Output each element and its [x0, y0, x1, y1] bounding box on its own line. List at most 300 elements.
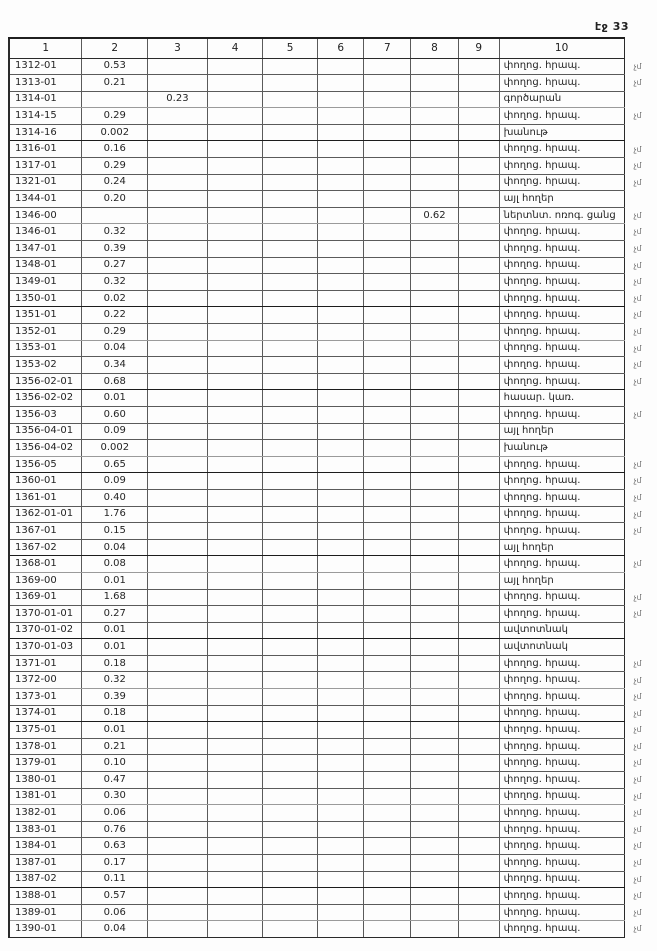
cell-col5 — [263, 124, 318, 141]
table-row — [9, 406, 656, 423]
cell-col5 — [263, 705, 318, 722]
cell-col6 — [317, 174, 364, 191]
cell-col4 — [207, 838, 263, 855]
cell-land-use: փողոց. հրապ. — [499, 772, 624, 789]
cell-col8-area — [411, 689, 459, 706]
cell-col8-area — [411, 639, 459, 656]
cell-land-use: փողոց. հրապ. — [499, 888, 624, 905]
cell-col2-area: 0.002 — [82, 124, 148, 141]
cell-col7 — [364, 241, 411, 258]
cell-col8-area — [411, 456, 459, 473]
cell-col3-area — [148, 821, 208, 838]
cell-col3-area — [148, 921, 208, 938]
cell-col8-area — [411, 141, 459, 158]
cell-col9 — [458, 191, 499, 208]
cell-col4 — [207, 91, 263, 108]
cell-col5 — [263, 738, 318, 755]
cell-col9 — [458, 655, 499, 672]
margin-mark — [624, 639, 656, 656]
cell-col6 — [317, 440, 364, 457]
cell-col7 — [364, 705, 411, 722]
cell-col9 — [458, 224, 499, 241]
cell-col7 — [364, 58, 411, 75]
cell-col7 — [364, 921, 411, 938]
cell-col4 — [207, 224, 263, 241]
cell-col2-area: 0.01 — [82, 722, 148, 739]
margin-mark: չմ — [633, 78, 642, 88]
table-row — [9, 539, 656, 556]
cell-col4 — [207, 589, 263, 606]
cell-col6 — [317, 705, 364, 722]
cell-col8-area — [411, 91, 459, 108]
cell-col6 — [317, 722, 364, 739]
table-row — [9, 357, 656, 374]
cell-col7 — [364, 91, 411, 108]
cell-col2-area: 0.32 — [82, 672, 148, 689]
cell-col2-area: 0.29 — [82, 324, 148, 341]
table-row — [9, 141, 656, 158]
cell-col3-area — [148, 440, 208, 457]
cell-land-use: փողոց. հրապ. — [499, 855, 624, 872]
cell-col2-area — [82, 207, 148, 224]
cell-parcel-code: 1381-01 — [9, 788, 82, 805]
cell-col5 — [263, 622, 318, 639]
cell-col6 — [317, 606, 364, 623]
cell-col5 — [263, 58, 318, 75]
cell-col6 — [317, 423, 364, 440]
cell-col7 — [364, 158, 411, 175]
cell-col2-area: 0.39 — [82, 241, 148, 258]
cell-col5 — [263, 241, 318, 258]
cell-col5 — [263, 689, 318, 706]
cell-col5 — [263, 489, 318, 506]
cell-land-use: փողոց. հրապ. — [499, 722, 624, 739]
cell-col5 — [263, 307, 318, 324]
cell-col2-area: 0.15 — [82, 523, 148, 540]
cell-col5 — [263, 224, 318, 241]
cell-land-use: փողոց. հրապ. — [499, 406, 624, 423]
table-row — [9, 556, 656, 573]
cell-col4 — [207, 473, 263, 490]
cell-parcel-code: 1351-01 — [9, 307, 82, 324]
cell-parcel-code: 1356-04-01 — [9, 423, 82, 440]
cell-col8-area — [411, 755, 459, 772]
table-row — [9, 755, 656, 772]
cell-col5 — [263, 373, 318, 390]
cell-col4 — [207, 423, 263, 440]
cell-parcel-code: 1367-01 — [9, 523, 82, 540]
cell-col6 — [317, 904, 364, 921]
cell-col4 — [207, 456, 263, 473]
cell-col8-area — [411, 523, 459, 540]
cell-col8-area — [411, 606, 459, 623]
cell-col6 — [317, 921, 364, 938]
margin-mark: չմ — [633, 227, 642, 237]
cell-col5 — [263, 606, 318, 623]
cell-col8-area — [411, 539, 459, 556]
cell-col8-area — [411, 158, 459, 175]
cell-col6 — [317, 58, 364, 75]
col-header-3: 3 — [148, 38, 208, 58]
margin-mark: չմ — [633, 260, 642, 270]
cell-col6 — [317, 689, 364, 706]
margin-mark: չմ — [633, 592, 642, 602]
cell-parcel-code: 1353-01 — [9, 340, 82, 357]
cell-col4 — [207, 158, 263, 175]
cell-land-use: փողոց. հրապ. — [499, 324, 624, 341]
cell-parcel-code: 1387-02 — [9, 871, 82, 888]
cell-col2-area: 0.29 — [82, 158, 148, 175]
cell-col6 — [317, 324, 364, 341]
cell-land-use: փողոց. հրապ. — [499, 224, 624, 241]
cell-col2-area: 0.18 — [82, 705, 148, 722]
cell-col6 — [317, 373, 364, 390]
cell-col4 — [207, 606, 263, 623]
cell-col5 — [263, 904, 318, 921]
margin-mark — [624, 124, 656, 141]
table-row — [9, 523, 656, 540]
col-header-8: 8 — [411, 38, 459, 58]
cell-col6 — [317, 75, 364, 92]
cell-col8-area — [411, 888, 459, 905]
cell-col8-area — [411, 489, 459, 506]
table-row — [9, 689, 656, 706]
cell-parcel-code: 1387-01 — [9, 855, 82, 872]
cell-col5 — [263, 556, 318, 573]
cell-col5 — [263, 921, 318, 938]
table-row — [9, 821, 656, 838]
margin-mark: չմ — [633, 841, 642, 851]
cell-col6 — [317, 274, 364, 291]
cell-col2-area: 0.24 — [82, 174, 148, 191]
cell-col8-area — [411, 390, 459, 407]
cell-col7 — [364, 191, 411, 208]
cell-parcel-code: 1314-16 — [9, 124, 82, 141]
margin-mark — [624, 539, 656, 556]
cell-col4 — [207, 722, 263, 739]
cell-col2-area: 1.76 — [82, 506, 148, 523]
cell-col5 — [263, 75, 318, 92]
margin-mark: չմ — [633, 924, 642, 934]
cell-land-use: փողոց. հրապ. — [499, 755, 624, 772]
cell-col7 — [364, 572, 411, 589]
cell-col2-area: 0.01 — [82, 622, 148, 639]
table-row — [9, 655, 656, 672]
cell-col7 — [364, 738, 411, 755]
cell-col7 — [364, 174, 411, 191]
cell-col7 — [364, 124, 411, 141]
cell-col3-area — [148, 274, 208, 291]
cell-col6 — [317, 307, 364, 324]
cell-col3-area — [148, 207, 208, 224]
table-row — [9, 456, 656, 473]
cell-land-use: փողոց. հրապ. — [499, 838, 624, 855]
cell-col7 — [364, 606, 411, 623]
cell-col2-area: 0.29 — [82, 108, 148, 125]
cell-col2-area: 0.27 — [82, 606, 148, 623]
cell-col6 — [317, 821, 364, 838]
cell-col2-area: 0.21 — [82, 738, 148, 755]
cell-parcel-code: 1368-01 — [9, 556, 82, 573]
cell-col2-area: 0.30 — [82, 788, 148, 805]
cell-col8-area — [411, 838, 459, 855]
cell-land-use: այլ հողեր — [499, 191, 624, 208]
cell-col8-area — [411, 738, 459, 755]
cell-col9 — [458, 124, 499, 141]
cell-parcel-code: 1312-01 — [9, 58, 82, 75]
cell-col3-area — [148, 888, 208, 905]
cell-col2-area: 0.47 — [82, 772, 148, 789]
table-body — [9, 58, 656, 937]
cell-col9 — [458, 755, 499, 772]
cell-col3-area — [148, 456, 208, 473]
cell-col2-area: 0.04 — [82, 539, 148, 556]
margin-mark: չմ — [633, 791, 642, 801]
cell-col4 — [207, 373, 263, 390]
cell-land-use: փողոց. հրապ. — [499, 174, 624, 191]
cell-col5 — [263, 805, 318, 822]
cell-col4 — [207, 755, 263, 772]
cell-col9 — [458, 307, 499, 324]
cell-col6 — [317, 556, 364, 573]
cell-land-use: փողոց. հրապ. — [499, 689, 624, 706]
table-row — [9, 921, 656, 938]
cell-col5 — [263, 423, 318, 440]
cell-col4 — [207, 191, 263, 208]
cell-land-use: փողոց. հրապ. — [499, 788, 624, 805]
cell-col3-area — [148, 738, 208, 755]
table-row — [9, 772, 656, 789]
cell-col8-area — [411, 556, 459, 573]
cell-col8-area — [411, 75, 459, 92]
cell-col7 — [364, 904, 411, 921]
margin-mark: չմ — [633, 476, 642, 486]
table-row — [9, 75, 656, 92]
cell-col5 — [263, 91, 318, 108]
cell-col9 — [458, 373, 499, 390]
cell-col8-area — [411, 373, 459, 390]
margin-mark: չմ — [633, 244, 642, 254]
cell-parcel-code: 1346-01 — [9, 224, 82, 241]
cell-col9 — [458, 423, 499, 440]
cell-col7 — [364, 373, 411, 390]
cell-col7 — [364, 307, 411, 324]
cell-col6 — [317, 572, 364, 589]
cell-parcel-code: 1389-01 — [9, 904, 82, 921]
cell-col2-area: 0.40 — [82, 489, 148, 506]
cell-col3-area — [148, 572, 208, 589]
cell-col2-area: 0.09 — [82, 423, 148, 440]
cell-col3-area — [148, 357, 208, 374]
cell-col7 — [364, 290, 411, 307]
cell-col5 — [263, 207, 318, 224]
cell-col5 — [263, 772, 318, 789]
cell-col8-area — [411, 357, 459, 374]
cell-parcel-code: 1353-02 — [9, 357, 82, 374]
cell-land-use: փողոց. հրապ. — [499, 456, 624, 473]
cell-col2-area: 0.39 — [82, 689, 148, 706]
cell-col5 — [263, 290, 318, 307]
cell-land-use: փողոց. հրապ. — [499, 556, 624, 573]
cell-land-use: փողոց. հրապ. — [499, 606, 624, 623]
cell-col6 — [317, 589, 364, 606]
cell-col5 — [263, 456, 318, 473]
cell-col6 — [317, 108, 364, 125]
cell-col4 — [207, 307, 263, 324]
cell-col7 — [364, 406, 411, 423]
cell-col9 — [458, 539, 499, 556]
cell-col6 — [317, 124, 364, 141]
cell-col7 — [364, 788, 411, 805]
cell-col8-area — [411, 921, 459, 938]
cell-col9 — [458, 58, 499, 75]
cell-col8-area — [411, 423, 459, 440]
cell-col5 — [263, 191, 318, 208]
cell-col3-area — [148, 58, 208, 75]
table-row — [9, 207, 656, 224]
table-row — [9, 58, 656, 75]
table-row — [9, 888, 656, 905]
cell-col7 — [364, 888, 411, 905]
cell-col6 — [317, 523, 364, 540]
margin-mark: չմ — [633, 891, 642, 901]
cell-col2-area: 0.08 — [82, 556, 148, 573]
margin-mark — [624, 91, 656, 108]
cell-col5 — [263, 440, 318, 457]
cell-col9 — [458, 705, 499, 722]
col-header-7: 7 — [364, 38, 411, 58]
cell-col3-area — [148, 423, 208, 440]
table-row — [9, 572, 656, 589]
cell-col4 — [207, 705, 263, 722]
cell-col3-area — [148, 191, 208, 208]
cell-col8-area — [411, 722, 459, 739]
cell-col4 — [207, 207, 263, 224]
cell-col9 — [458, 639, 499, 656]
cell-col5 — [263, 871, 318, 888]
table-row — [9, 340, 656, 357]
cell-col6 — [317, 805, 364, 822]
cell-land-use: փողոց. հրապ. — [499, 705, 624, 722]
land-register-table — [8, 37, 657, 938]
cell-col4 — [207, 871, 263, 888]
cell-col9 — [458, 141, 499, 158]
cell-col4 — [207, 324, 263, 341]
table-row — [9, 257, 656, 274]
cell-land-use: փողոց. հրապ. — [499, 821, 624, 838]
cell-col8-area — [411, 58, 459, 75]
table-row — [9, 672, 656, 689]
cell-col2-area: 0.002 — [82, 440, 148, 457]
cell-col8-area — [411, 340, 459, 357]
cell-col9 — [458, 506, 499, 523]
cell-col5 — [263, 672, 318, 689]
margin-mark: չմ — [633, 293, 642, 303]
col-header-9: 9 — [458, 38, 499, 58]
cell-col2-area: 0.32 — [82, 224, 148, 241]
cell-col7 — [364, 390, 411, 407]
page-number: էջ 33 — [594, 20, 629, 33]
cell-col4 — [207, 108, 263, 125]
cell-col8-area — [411, 772, 459, 789]
cell-col2-area: 1.68 — [82, 589, 148, 606]
margin-mark — [624, 191, 656, 208]
cell-col6 — [317, 639, 364, 656]
margin-header-spacer — [624, 38, 656, 58]
table-row — [9, 722, 656, 739]
table-row — [9, 423, 656, 440]
cell-col8-area: 0.62 — [411, 207, 459, 224]
cell-parcel-code: 1378-01 — [9, 738, 82, 755]
cell-col4 — [207, 855, 263, 872]
cell-col3-area — [148, 124, 208, 141]
cell-col4 — [207, 672, 263, 689]
cell-col9 — [458, 838, 499, 855]
cell-col9 — [458, 91, 499, 108]
cell-col6 — [317, 207, 364, 224]
cell-col8-area — [411, 821, 459, 838]
cell-parcel-code: 1356-05 — [9, 456, 82, 473]
cell-col8-area — [411, 324, 459, 341]
cell-col7 — [364, 456, 411, 473]
table-row — [9, 788, 656, 805]
cell-land-use: փողոց. հրապ. — [499, 158, 624, 175]
cell-col4 — [207, 572, 263, 589]
margin-mark: չմ — [633, 376, 642, 386]
cell-col3-area — [148, 838, 208, 855]
cell-col5 — [263, 539, 318, 556]
table-row — [9, 191, 656, 208]
cell-col8-area — [411, 257, 459, 274]
cell-col5 — [263, 855, 318, 872]
cell-col8-area — [411, 506, 459, 523]
cell-col4 — [207, 556, 263, 573]
margin-mark — [624, 423, 656, 440]
cell-parcel-code: 1356-04-02 — [9, 440, 82, 457]
cell-col5 — [263, 755, 318, 772]
margin-mark: չմ — [633, 874, 642, 884]
cell-parcel-code: 1370-01-03 — [9, 639, 82, 656]
cell-parcel-code: 1348-01 — [9, 257, 82, 274]
cell-col4 — [207, 124, 263, 141]
cell-col4 — [207, 788, 263, 805]
cell-col2-area: 0.32 — [82, 274, 148, 291]
margin-mark: չմ — [633, 675, 642, 685]
cell-col3-area — [148, 772, 208, 789]
cell-col5 — [263, 589, 318, 606]
margin-mark: չմ — [633, 741, 642, 751]
cell-col2-area: 0.06 — [82, 805, 148, 822]
cell-col7 — [364, 108, 411, 125]
margin-mark: չմ — [633, 526, 642, 536]
cell-col6 — [317, 888, 364, 905]
cell-col7 — [364, 722, 411, 739]
cell-col3-area — [148, 589, 208, 606]
cell-col5 — [263, 722, 318, 739]
table-row — [9, 373, 656, 390]
table-row — [9, 506, 656, 523]
cell-col4 — [207, 340, 263, 357]
cell-col4 — [207, 805, 263, 822]
cell-col5 — [263, 174, 318, 191]
cell-col6 — [317, 855, 364, 872]
cell-land-use: խանութ — [499, 440, 624, 457]
cell-col8-area — [411, 855, 459, 872]
cell-col2-area: 0.63 — [82, 838, 148, 855]
cell-land-use: փողոց. հրապ. — [499, 241, 624, 258]
cell-col5 — [263, 572, 318, 589]
cell-parcel-code: 1316-01 — [9, 141, 82, 158]
